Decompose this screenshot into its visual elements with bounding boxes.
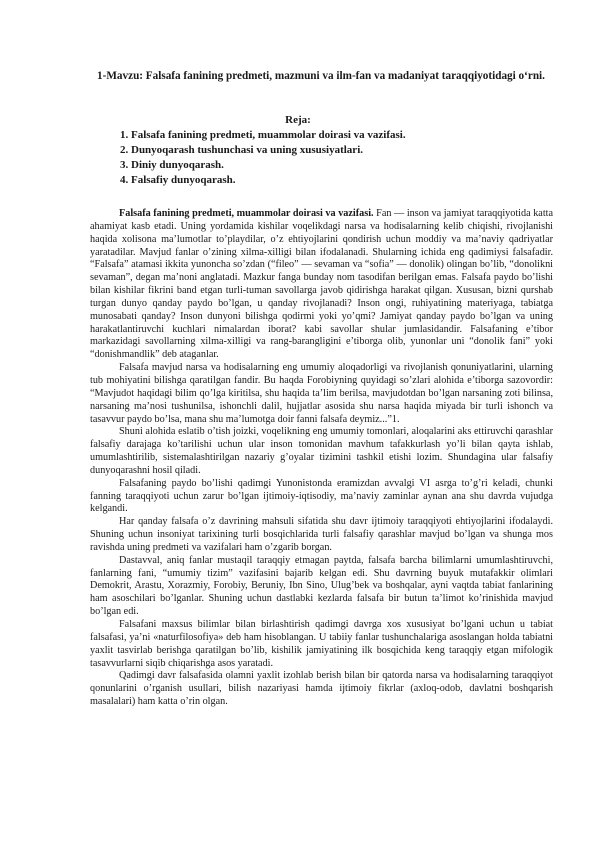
paragraph: Qadimgi davr falsafasida olamni yaxlit izohlab berish bilan bir qatorda narsa va hodisalarning taraqqiyot qonunlarini o’rganish usullari, bilish nazariyasi hamda ijtimoiy fikrlar (axloq-odob, davlatni boshqarish masalalari) ham katta o’rin olgan. xyxy=(90,670,553,708)
plan-heading: Reja: xyxy=(285,114,311,126)
plan-item: 1. Falsafa fanining predmeti, muammolar doirasi va vazifasi. xyxy=(120,129,406,141)
plan-item: 3. Diniy dunyoqarash. xyxy=(120,159,224,171)
paragraph: Falsafaning paydo bo’lishi qadimgi Yunonistonda eramizdan avvalgi VI asrga to’g’ri keladi, chunki fanning taraqqiyoti uchun zarur bo’lgan ijtimoiy-iqtisodiy, ma’naviy zaminlar aynan ana shu davrda vujudga kelgandi. xyxy=(90,477,553,515)
paragraph: Har qanday falsafa o’z davrining mahsuli sifatida shu davr ijtimoiy taraqqiyoti ehtiyojlarini ifodalaydi. Shuning uchun insoniyat tarixining turli bosqichlarida turli falsafiy qarashlar mavjud bo’lgan va shunga mos ravishda uning predmeti va vazifalari ham o’zgarib borgan. xyxy=(90,516,553,553)
page-title: 1-Mavzu: Falsafa fanining predmeti, mazmuni va ilm-fan va madaniyat taraqqiyotidagi o‘rni. xyxy=(97,70,545,82)
paragraph: Dastavval, aniq fanlar mustaqil taraqqiy etmagan paytda, falsafa barcha bilimlarni umumlashtiruvchi, fanlarning fani, “umumiy tizim” vazifasini bajarib kelgan edi. Shu davrning buyuk mutafakkir olimlari Demokrit, Arastu, Xorazmiy, Forobiy, Beruniy, Ibn Sino, Ulug’bek va boshqalar, ayni vaqtda tabiat fanlarining ham asoschilari bo’lganlar. Shuning uchun dastlabki kezlarda falsafa bir butun ta’limot ko’rinishida mavjud bo’lgan edi. xyxy=(90,554,553,618)
paragraph: Falsafa mavjud narsa va hodisalarning eng umumiy aloqadorligi va rivojlanish qonuniyatlarini, ularning tub mohiyatini bilishga qaratilgan fandir. Bu haqda Forobiyning quyidagi so’zlari alohida e’tiborga sazovordir: “Mavjudot haqidagi bilim qo’lga kiritilsa, shu haqida ta’lim berilsa, mavjudotdan bo’lgan narsaning zoti bilinsa, narsaning ma’nosi tushunilsa, ishonchli dalil, hujjatlar asosida shu narsa haqida miyada bir turli ishonch va tasavvur paydo bo’lsa, mana shu ma’lumotga doir fanni falsafa deymiz...”1. xyxy=(90,362,553,425)
paragraph-lead-heading: Falsafa fanining predmeti, muammolar doirasi va vazifasi. xyxy=(119,208,374,219)
paragraph-text: Fan — inson va jamiyat taraqqiyotida katta ahamiyat kasb etadi. Uning yordamida kishilar voqelikdagi narsa va hodisalarning kelib chiqishi, rivojlanishi haqida xolisona ma’lumotlar to’playdilar, o’z ehtiyojlarini qondirish uchun moddiy va ma’naviy qadriyatlar yaratadilar. Mavjud fanlar o’zining xilma-xilligi bilan ifodalanadi. Shularning ichida eng qadimiysi falsafadir. “Falsafa” atamasi ikkita yunoncha so’zdan (“fileo” — sevaman va “sofia” — donolik) olingan bo’lib, “donolikni sevaman”, degan ma’noni anglatadi. Mazkur fanga bunday nom tasodifan berilgan emas. Falsafa paydo bo’lishi bilan kishilar fikrini band etgan turli-tuman savollarga javob qidirishga harakat qilgan. Xususan, bizni qurshab turgan dunyo qanday paydo bo’lgan, u qanday rivojlanadi? Inson ongi, ruhiyatining materiyaga, tabiatga munosabati qanday? Inson dunyoni bilishga qodirmi yoki yo’qmi? Jamiyat qanday paydo bo’lgan va uning harakatlantiruvchi kuchlari nimalardan iborat? kabi savollar shular jumlasidandir. Falsafaning e’tibor markazidagi savollarning xilma-xilligi va rang-barangligini e’tiborga olib, yunonlar uni “donolik fani” yoki “donishmandlik” deb ataganlar. xyxy=(90,208,554,361)
paragraph xyxy=(90,208,553,362)
plan-item: 4. Falsafiy dunyoqarash. xyxy=(120,174,236,186)
body-text xyxy=(90,208,553,709)
paragraph: Shuni alohida eslatib o’tish joizki, voqelikning eng umumiy tomonlari, aloqalarini aks ettiruvchi qarashlar falsafiy darajaga ko’tarilishi uchun ular inson tomonidan mavhum tafakkurlash yo’li bilan qayta ishlab, umumlashtirilib, sistemalashtirilgan nazariy g’oyalar tizimini tashkil etishi lozim. Shundagina ular falsafiy dunyoqarashni hosil qiladi. xyxy=(90,426,553,476)
plan-list xyxy=(120,128,406,188)
paragraph: Falsafani maxsus bilimlar bilan birlashtirish qadimgi davrga xos xususiyat bo’lgani uchun u tabiat falsafasi, ya’ni «naturfilosofiya» deb ham hisoblangan. U tabiiy fanlar tushunchalariga asoslangan holda tabiatni yaxlit tasvirlab berishga qaratilgan bo’lib, kishilik jamiyatining ilk bosqichida keng taraqqiy etgan mifologik tasavvurlarni siqib chiqarishga asos yaratadi. xyxy=(90,619,553,669)
plan-item: 2. Dunyoqarash tushunchasi va uning xususiyatlari. xyxy=(120,144,363,156)
